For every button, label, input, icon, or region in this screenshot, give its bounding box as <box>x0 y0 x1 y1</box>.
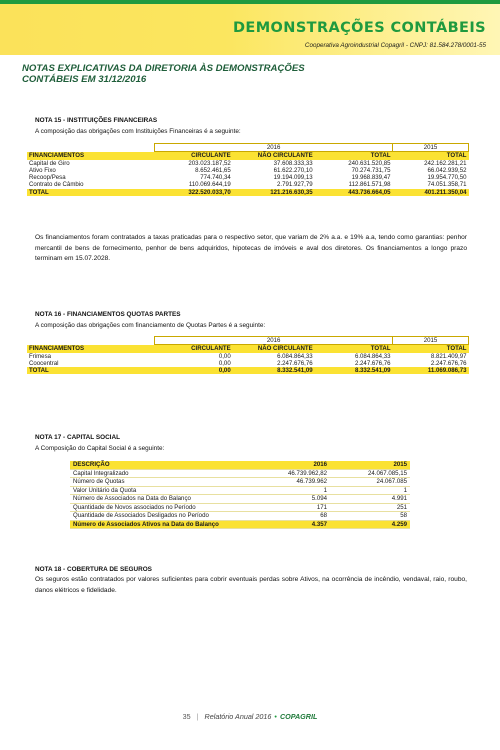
table-cell: 322.520.033,70 <box>155 189 233 196</box>
table-cell: 8.332.541,09 <box>233 367 315 374</box>
table-cell: 58 <box>330 512 410 521</box>
table-cell: 61.622.270,10 <box>273 166 313 174</box>
table-cell: 19.968.839,47 <box>351 174 391 182</box>
column-header: TOTAL <box>315 152 393 160</box>
column-header: NÃO CIRCULANTE <box>233 152 315 160</box>
note16-year-current: 2016 <box>155 337 393 345</box>
table-cell: 242.162.281,21 <box>424 159 467 167</box>
table-cell: 46.739.962 <box>250 478 330 487</box>
column-header: NÃO CIRCULANTE <box>233 345 315 353</box>
note15-table <box>27 143 469 196</box>
table-cell: 8.332.541,09 <box>315 367 393 374</box>
note17-total-row <box>70 520 410 529</box>
table-cell: TOTAL <box>27 189 155 196</box>
note17-title: NOTA 17 - CAPITAL SOCIAL <box>35 434 120 441</box>
table-cell: 8.652.461,65 <box>195 166 231 174</box>
column-header: CIRCULANTE <box>155 152 233 160</box>
header-green-stripe <box>0 0 500 4</box>
table-cell: Valor Unitário da Quota <box>70 486 250 495</box>
table-cell: 2.247.676,76 <box>430 359 467 367</box>
note16-title: NOTA 16 - FINANCIAMENTOS QUOTAS PARTES <box>35 311 181 318</box>
column-header: 2015 <box>330 461 410 469</box>
page-header-subtitle: Cooperativa Agroindustrial Copagril - CNPJ: 81.584.278/0001-55 <box>304 42 486 49</box>
table-row <box>27 181 469 188</box>
brand-name: COPAGRIL <box>279 712 318 721</box>
note15-paragraph: Os financiamentos foram contratados a taxas praticadas para o respectivo setor, que variam de 2% a.a. e 19% a.a, tendo como garantias: penhor mercantil de bens de fornecimento, penhor de bens adquiridos, hipotecas de imóveis e aval dos diretores. Os financiamentos a longo prazo terminam em 15.07.2028. <box>35 234 467 262</box>
table-cell: Frimesa <box>29 352 52 360</box>
page-header-title: DEMONSTRAÇÕES CONTÁBEIS <box>232 20 486 36</box>
note16-total-row <box>27 367 469 374</box>
column-header: TOTAL <box>393 152 469 160</box>
table-cell: 251 <box>330 503 410 512</box>
table-row <box>70 478 410 487</box>
column-header: DESCRIÇÃO <box>70 461 250 469</box>
table-row <box>70 503 410 512</box>
table-row <box>27 174 469 181</box>
note16-intro: A composição das obrigações com financiamento de Quotas Partes é a seguinte: <box>35 322 266 329</box>
column-header: 2016 <box>250 461 330 469</box>
table-cell: 11.069.086,73 <box>393 367 469 374</box>
table-cell: Recoop/Pesa <box>29 174 66 182</box>
table-cell: Número de Quotas <box>70 478 250 487</box>
note15-year-current: 2016 <box>155 144 393 152</box>
table-cell: Número de Associados na Data do Balanço <box>70 495 250 504</box>
note17-table <box>70 461 410 529</box>
table-cell: Quantidade de Novos associados no Período <box>70 503 250 512</box>
table-row <box>70 495 410 504</box>
bullet-icon: • <box>274 712 277 721</box>
table-cell: 0,00 <box>155 367 233 374</box>
table-cell: 1 <box>330 486 410 495</box>
table-cell: 110.069.644,19 <box>188 181 231 189</box>
table-cell: 8.821.409,97 <box>430 352 467 360</box>
table-cell: 2.791.927,79 <box>277 181 313 189</box>
table-cell: 6.084.864,33 <box>277 352 313 360</box>
table-cell: 121.216.630,35 <box>233 189 315 196</box>
table-cell: 68 <box>250 512 330 521</box>
table-cell: 24.067.085,15 <box>330 469 410 478</box>
column-header: CIRCULANTE <box>155 345 233 353</box>
table-cell: 240.631.520,85 <box>348 159 391 167</box>
note16-table <box>27 336 469 374</box>
table-cell: 1 <box>250 486 330 495</box>
table-cell: 66.042.939,52 <box>427 166 467 174</box>
table-cell: 401.211.350,04 <box>393 189 469 196</box>
table-row <box>70 512 410 521</box>
table-cell: Ativo Fixo <box>29 166 56 174</box>
report-name: Relatório Anual 2016 <box>204 712 272 721</box>
table-cell: 2.247.676,76 <box>277 359 313 367</box>
table-cell: Número de Associados Ativos na Data do Balanço <box>70 520 250 529</box>
table-cell: 24.067.085 <box>330 478 410 487</box>
table-cell: 19.194.099,13 <box>273 174 313 182</box>
table-cell: Contrato de Câmbio <box>29 181 84 189</box>
note15-header-row <box>27 152 469 160</box>
table-cell: TOTAL <box>27 367 155 374</box>
table-row <box>70 469 410 478</box>
note18-title: NOTA 18 - COBERTURA DE SEGUROS <box>35 566 152 573</box>
table-row <box>27 160 469 167</box>
page-number: 35 <box>182 712 191 721</box>
column-header: FINANCIAMENTOS <box>27 345 155 353</box>
note15-total-row <box>27 189 469 196</box>
page-footer: 35 | Relatório Anual 2016 • COPAGRIL <box>182 712 318 721</box>
note15-year-row <box>27 144 469 152</box>
table-cell: 171 <box>250 503 330 512</box>
table-cell: 74.051.358,71 <box>427 181 467 189</box>
note17-header-row <box>70 461 410 469</box>
note15-year-prior: 2015 <box>393 144 469 152</box>
column-header: TOTAL <box>393 345 469 353</box>
note16-header-row <box>27 345 469 353</box>
table-cell: 19.954.770,50 <box>427 174 467 182</box>
table-row <box>27 353 469 360</box>
table-row <box>27 360 469 367</box>
table-cell: Capital de Giro <box>29 159 70 167</box>
note16-year-prior: 2015 <box>393 337 469 345</box>
note17-intro: A Composição do Capital Social é a seguinte: <box>35 445 165 452</box>
note15-intro: A composição das obrigações com Instituições Financeiras é a seguinte: <box>35 128 241 135</box>
table-cell: Capital Integralizado <box>70 469 250 478</box>
table-cell: 0,00 <box>218 359 231 367</box>
table-cell: 774.740,34 <box>200 174 231 182</box>
table-cell: 443.736.664,05 <box>315 189 393 196</box>
table-row <box>70 486 410 495</box>
note15-title: NOTA 15 - INSTITUIÇÕES FINANCEIRAS <box>35 117 158 124</box>
table-cell: 203.023.187,52 <box>188 159 231 167</box>
table-cell: 46.739.962,82 <box>250 469 330 478</box>
column-header: FINANCIAMENTOS <box>27 152 155 160</box>
column-header: TOTAL <box>315 345 393 353</box>
table-cell: 2.247.676,76 <box>354 359 391 367</box>
table-cell: 70.274.731,75 <box>351 166 391 174</box>
table-cell: 5.094 <box>250 495 330 504</box>
note18-paragraph: Os seguros estão contratados por valores suficientes para cobrir eventuais perdas sobre Ativos, na ocorrência de incêndio, vendaval, raio, roubo, danos elétricos e fidelidade. <box>35 576 467 594</box>
table-cell: Coocentral <box>29 359 59 367</box>
section-title: NOTAS EXPLICATIVAS DA DIRETORIA ÀS DEMONSTRAÇÕES CONTÁBEIS EM 31/12/2016 <box>22 63 305 85</box>
table-cell: 6.084.864,33 <box>354 352 391 360</box>
table-cell: 37.608.333,33 <box>273 159 313 167</box>
table-cell: 112.861.571,98 <box>348 181 391 189</box>
table-cell: 4.991 <box>330 495 410 504</box>
table-cell: Quantidade de Associados Desligados no Período <box>70 512 250 521</box>
table-row <box>27 167 469 174</box>
table-cell: 4.357 <box>250 520 330 529</box>
table-cell: 4.259 <box>330 520 410 529</box>
note16-year-row <box>27 337 469 345</box>
table-cell: 0,00 <box>218 352 231 360</box>
header-band <box>0 0 500 55</box>
